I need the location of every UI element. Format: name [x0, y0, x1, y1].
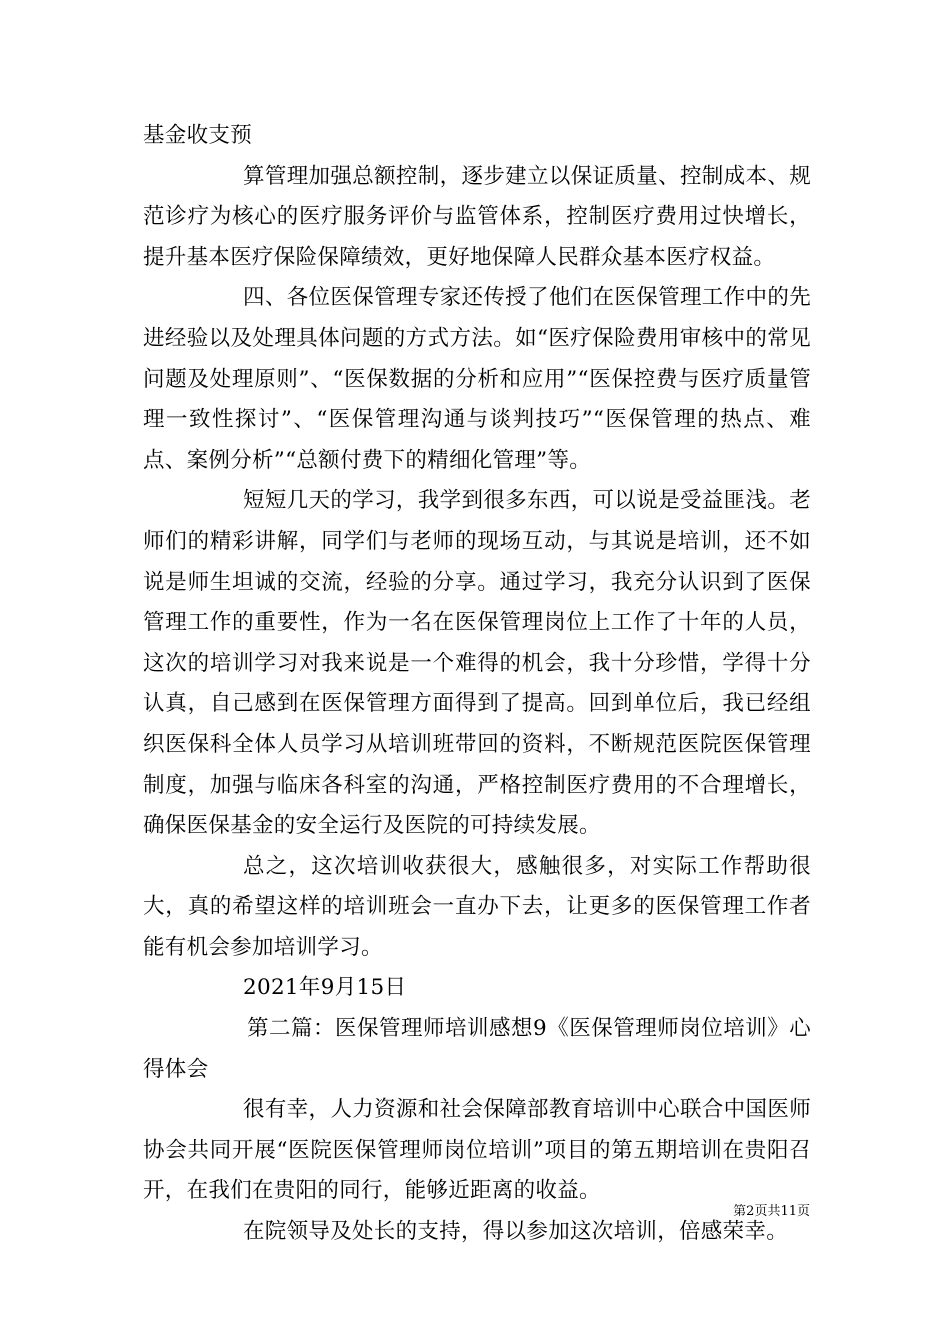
paragraph-learning-reflection: 短短几天的学习，我学到很多东西，可以说是受益匪浅。老师们的精彩讲解，同学们与老师的现场互动，与其说是培训，还不如说是师生坦诚的交流，经验的分享。通过学习，我充分认识到了医保管理工作的重要性，作为一名在医保管理岗位上工作了十年的人员，这次的培训学习对我来说是一个难得的机会，我十分珍惜，学得十分认真，自己感到在医保管理方面得到了提高。回到单位后，我已经组织医保科全体人员学习从培训班带回的资料，不断规范医院医保管理制度，加强与临床各科室的沟通，严格控制医疗费用的不合理增长，确保医保基金的安全运行及医院的可持续发展。	[143, 488, 811, 839]
page-number-footer: 第2页共11页	[733, 1204, 810, 1219]
paragraph-fund-budget: 基金收支预	[143, 123, 253, 148]
paragraph-budget-management: 算管理加强总额控制，逐步建立以保证质量、控制成本、规范诊疗为核心的医疗服务评价与监管体系，控制医疗费用过快增长，提升基本医疗保险保障绩效，更好地保障人民群众基本医疗权益。	[143, 163, 811, 270]
paragraph-conclusion: 总之，这次培训收获很大，感触很多，对实际工作帮助很大，真的希望这样的培训班会一直办下去，让更多的医保管理工作者能有机会参加培训学习。	[143, 853, 811, 960]
document-body	[143, 116, 811, 1253]
section-title-second-article: 第二篇：医保管理师培训感想9《医保管理师岗位培训》心得体会	[143, 1016, 811, 1082]
paragraph-training-intro: 很有幸，人力资源和社会保障部教育培训中心联合中国医师协会共同开展“医院医保管理师岗位培训”项目的第五期培训在贵阳召开，在我们在贵阳的同行，能够近距离的收益。	[143, 1097, 811, 1204]
document-date: 2021年9月15日	[243, 975, 407, 1001]
paragraph-expert-experience: 四、各位医保管理专家还传授了他们在医保管理工作中的先进经验以及处理具体问题的方式方法。如“医疗保险费用审核中的常见问题及处理原则”、“医保数据的分析和应用”“医保控费与医疗质量管理一致性探讨”、“医保管理沟通与谈判技巧”“医保管理的热点、难点、案例分析”“总额付费下的精细化管理”等。	[143, 285, 811, 473]
paragraph-leadership-support: 在院领导及处长的支持，得以参加这次培训，倍感荣幸。	[243, 1219, 789, 1245]
